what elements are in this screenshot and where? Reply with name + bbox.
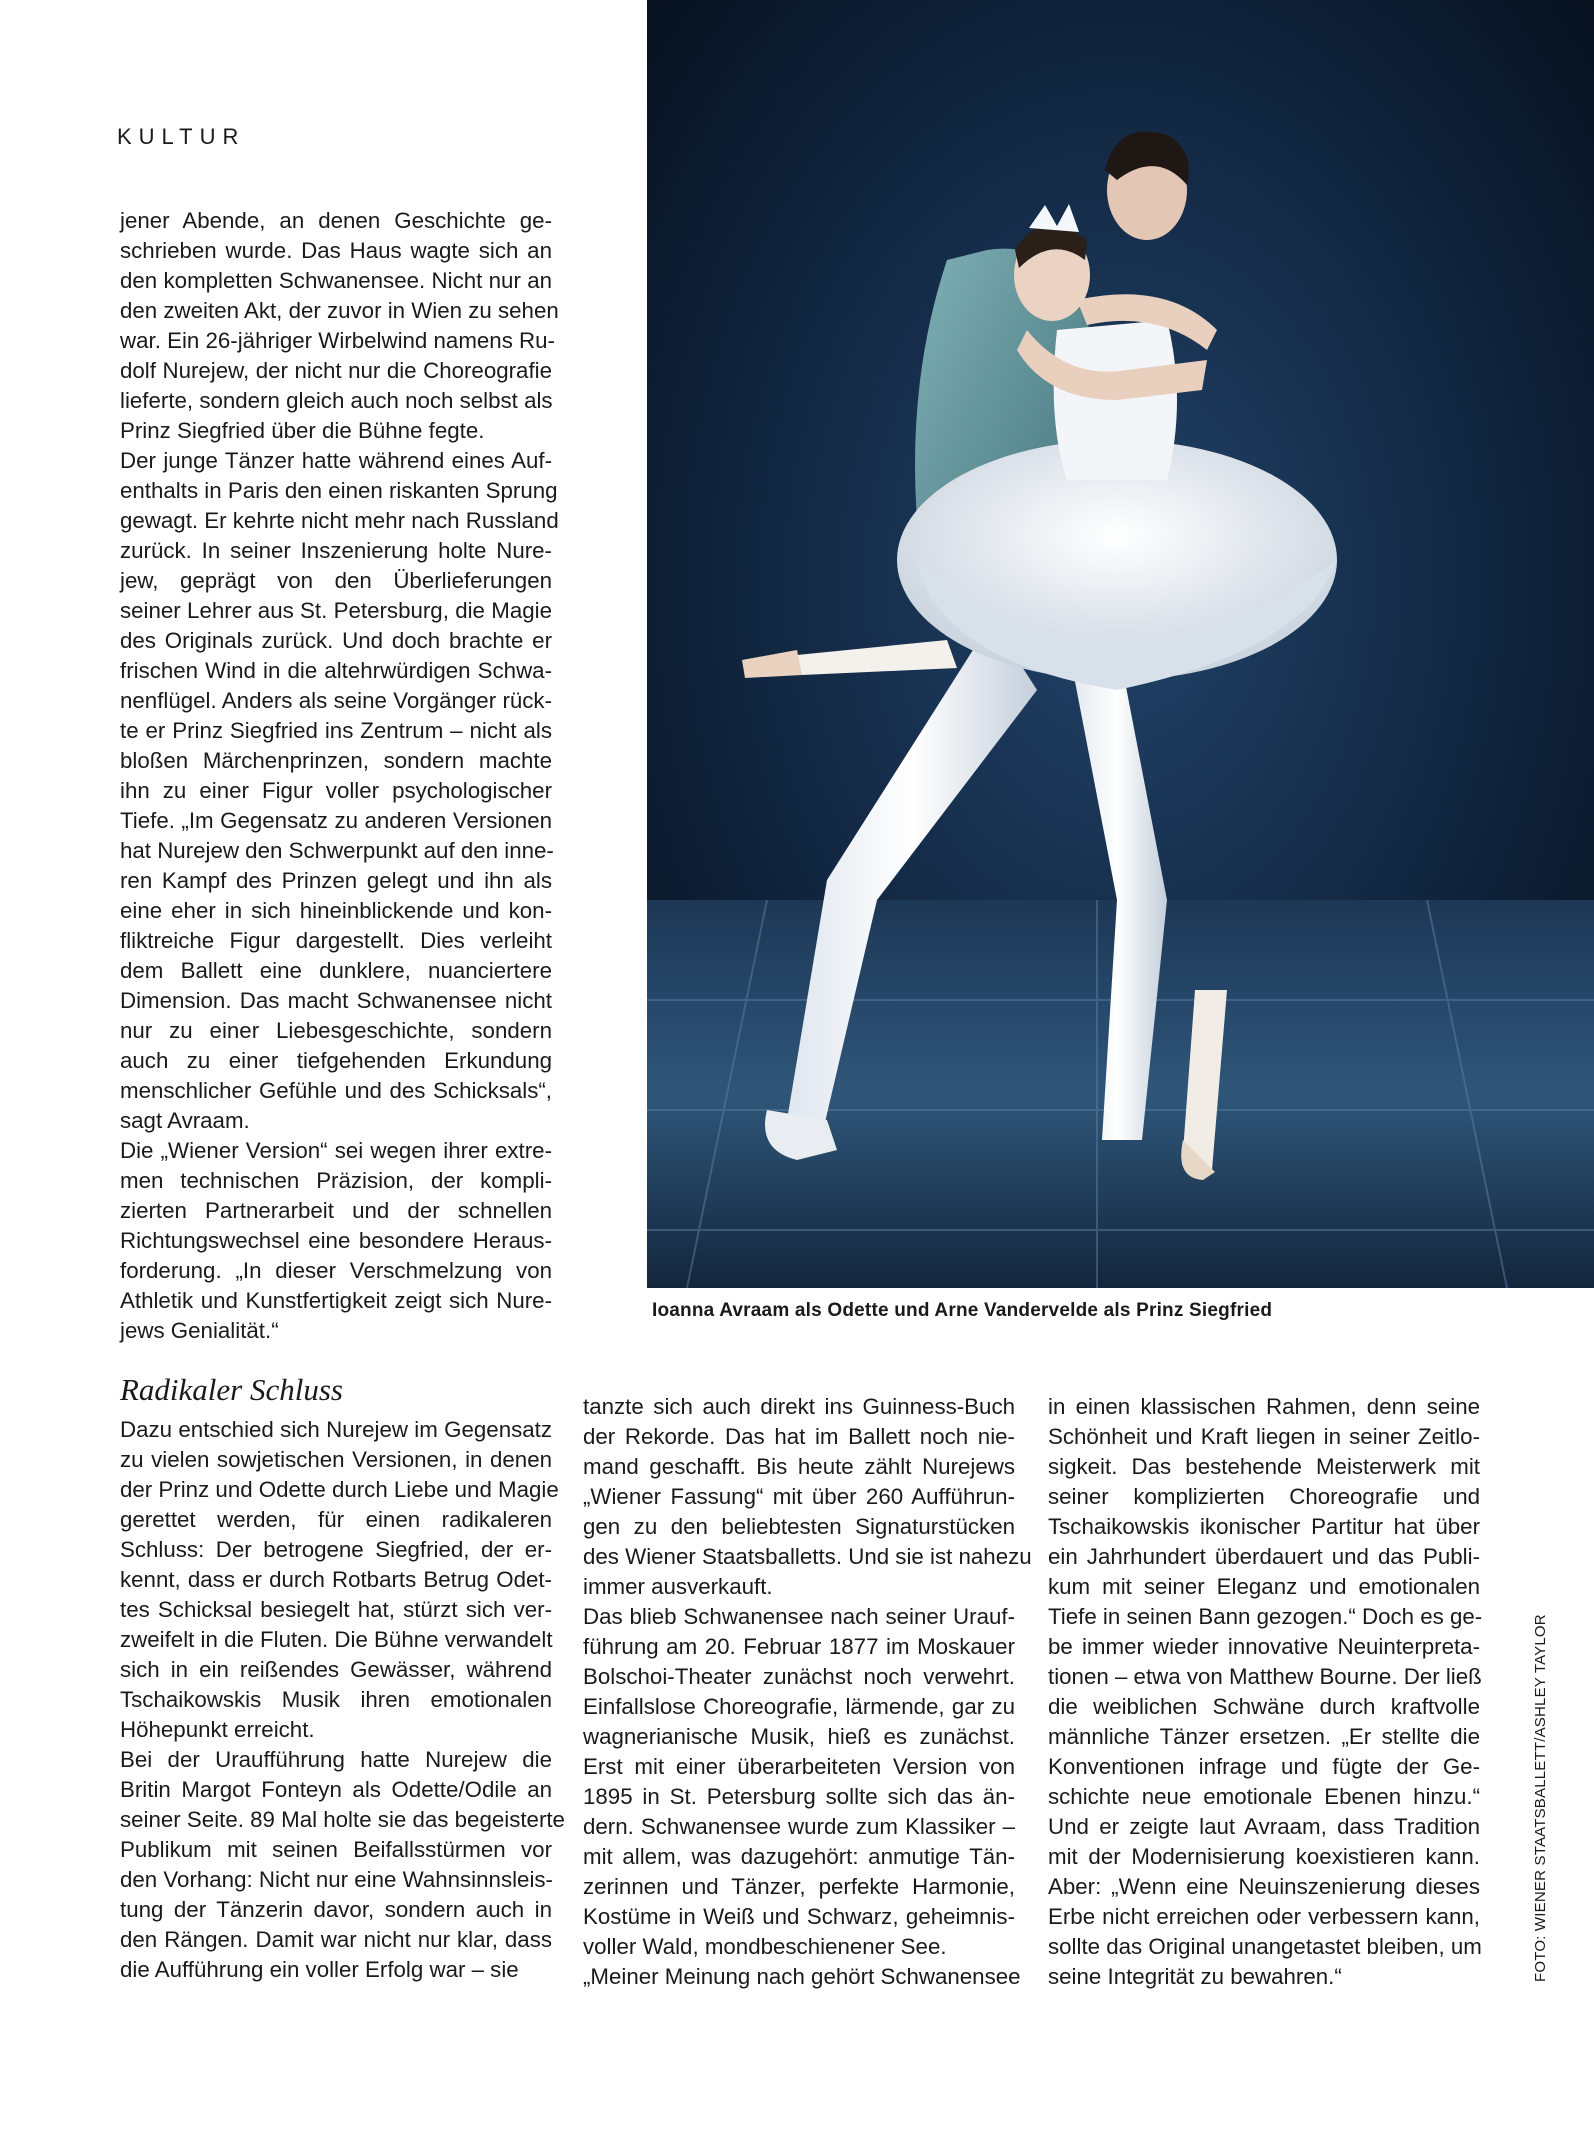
text-line: eine eher in sich hineinblickende und kon- (120, 898, 552, 923)
text-line: dem Ballett eine dunklere, nuanciertere (120, 958, 552, 983)
paragraph (583, 1962, 1021, 1992)
text-line: schichte neue emotionale Ebenen hinzu.“ (1048, 1784, 1480, 1809)
text-line: war. Ein 26-jähriger Wirbelwind namens Ru- (120, 328, 555, 353)
text-line: seine Integrität zu bewahren.“ (1048, 1964, 1342, 1989)
text-line: gen zu den beliebtesten Signaturstücken (583, 1514, 1015, 1539)
article-column-1 (120, 1415, 565, 1985)
text-line: te er Prinz Siegfried ins Zentrum – nicht als (120, 718, 552, 743)
text-line: die weiblichen Schwäne durch kraftvolle (1048, 1694, 1480, 1719)
section-label: KULTUR (117, 124, 246, 149)
text-line: 1895 in St. Petersburg sollte sich das än- (583, 1784, 1015, 1809)
text-line: enthalts in Paris den einen riskanten Sprung (120, 478, 558, 503)
text-line: den Vorhang: Nicht nur eine Wahnsinnsleis- (120, 1867, 553, 1892)
text-line: tes Schicksal besiegelt hat, stürzt sich ver- (120, 1597, 552, 1622)
text-line: tanzte sich auch direkt ins Guinness-Buch (583, 1394, 1015, 1419)
text-line: Aber: „Wenn eine Neuinszenierung dieses (1048, 1874, 1480, 1899)
text-line: Bei der Uraufführung hatte Nurejew die (120, 1747, 552, 1772)
text-line: Kostüme in Weiß und Schwarz, geheimnis- (583, 1904, 1015, 1929)
text-line: bloßen Märchenprinzen, sondern machte (120, 748, 552, 773)
text-line: mand geschafft. Bis heute zählt Nurejews (583, 1454, 1015, 1479)
text-line: seiner Seite. 89 Mal holte sie das begeisterte (120, 1807, 565, 1832)
text-line: Prinz Siegfried über die Bühne fegte. (120, 418, 485, 443)
text-line: den zweiten Akt, der zuvor in Wien zu sehen (120, 298, 559, 323)
text-line: Tschaikowskis Musik ihren emotionalen (120, 1687, 552, 1712)
paragraph (583, 1392, 1032, 1602)
text-line: seiner Lehrer aus St. Petersburg, die Magie (120, 598, 552, 623)
text-line: des Originals zurück. Und doch brachte er (120, 628, 552, 653)
text-line: voller Wald, mondbeschienener See. (583, 1934, 947, 1959)
text-line: Und er zeigte laut Avraam, dass Tradition (1048, 1814, 1480, 1839)
text-line: ren Kampf des Prinzen gelegt und ihn als (120, 868, 552, 893)
text-line: lieferte, sondern gleich auch noch selbst als (120, 388, 553, 413)
text-line: hat Nurejew den Schwerpunkt auf den inne- (120, 838, 554, 863)
text-line: Tiefe in seinen Bann gezogen.“ Doch es ge- (1048, 1604, 1483, 1629)
text-line: kennt, dass er durch Rotbarts Betrug Odet- (120, 1567, 552, 1592)
text-line: führung am 20. Februar 1877 im Moskauer (583, 1634, 1015, 1659)
text-line: Britin Margot Fonteyn als Odette/Odile an (120, 1777, 552, 1802)
text-line: men technischen Präzision, der kompli- (120, 1168, 552, 1193)
text-line: Dimension. Das macht Schwanensee nicht (120, 988, 552, 1013)
paragraph (120, 1415, 559, 1745)
text-line: „Wiener Fassung“ mit über 260 Aufführun- (583, 1484, 1015, 1509)
text-line: jew, geprägt von den Überlieferungen (120, 568, 552, 593)
text-line: fliktreiche Figur dargestellt. Dies verleiht (120, 928, 552, 953)
text-line: zurück. In seiner Inszenierung holte Nure- (120, 538, 552, 563)
text-line: zierten Partnerarbeit und der schnellen (120, 1198, 552, 1223)
text-line: der Rekorde. Das hat im Ballett noch nie- (583, 1424, 1015, 1449)
text-line: den kompletten Schwanensee. Nicht nur an (120, 268, 552, 293)
text-line: forderung. „In dieser Verschmelzung von (120, 1258, 552, 1283)
text-line: Athletik und Kunstfertigkeit zeigt sich Nure- (120, 1288, 552, 1313)
text-line: sollte das Original unangetastet bleiben, um (1048, 1934, 1482, 1959)
text-line: seiner komplizierten Choreografie und (1048, 1484, 1480, 1509)
paragraph (120, 1136, 552, 1346)
text-line: den Rängen. Damit war nicht nur klar, dass (120, 1927, 552, 1952)
text-line: ein Jahrhundert überdauert und das Publi- (1048, 1544, 1480, 1569)
text-line: Tschaikowskis ikonischer Partitur hat über (1048, 1514, 1480, 1539)
text-line: Die „Wiener Version“ sei wegen ihrer extre- (120, 1138, 552, 1163)
text-line: zerinnen und Tänzer, perfekte Harmonie, (583, 1874, 1015, 1899)
text-line: schrieben wurde. Das Haus wagte sich an (120, 238, 552, 263)
text-line: des Wiener Staatsballetts. Und sie ist nahezu (583, 1544, 1032, 1569)
text-line: nur zu einer Liebesgeschichte, sondern (120, 1018, 552, 1043)
ballet-photo (647, 0, 1594, 1288)
text-line: Erst mit einer überarbeiteten Version von (583, 1754, 1015, 1779)
text-line: kum mit seiner Eleganz und emotionalen (1048, 1574, 1480, 1599)
paragraph (120, 1745, 565, 1985)
text-line: be immer wieder innovative Neuinterpreta- (1048, 1634, 1480, 1659)
text-line: die Aufführung ein voller Erfolg war – sie (120, 1957, 519, 1982)
ballet-photo-illustration (647, 0, 1594, 1288)
text-line: immer ausverkauft. (583, 1574, 773, 1599)
text-line: sich in ein reißendes Gewässer, während (120, 1657, 552, 1682)
paragraph (120, 206, 559, 446)
text-line: dolf Nurejew, der nicht nur die Choreografie (120, 358, 552, 383)
text-line: menschlicher Gefühle und des Schicksals“, (120, 1078, 552, 1103)
text-line: Publikum mit seinen Beifallsstürmen vor (120, 1837, 552, 1862)
paragraph (1048, 1392, 1483, 1992)
article-column-intro (120, 206, 559, 1346)
article-column-3 (1048, 1392, 1483, 1992)
text-line: der Prinz und Odette durch Liebe und Magie (120, 1477, 559, 1502)
text-line: tionen – etwa von Matthew Bourne. Der ließ (1048, 1664, 1482, 1689)
photo-caption: Ioanna Avraam als Odette und Arne Vandervelde als Prinz Siegfried (652, 1300, 1273, 1321)
paragraph (120, 446, 559, 1136)
text-line: „Meiner Meinung nach gehört Schwanensee (583, 1964, 1021, 1989)
subheading: Radikaler Schluss (120, 1372, 343, 1407)
text-line: in einen klassischen Rahmen, denn seine (1048, 1394, 1480, 1419)
text-line: Schönheit und Kraft liegen in seiner Zeitlo- (1048, 1424, 1480, 1449)
text-line: Konventionen infrage und fügte der Ge- (1048, 1754, 1480, 1779)
text-line: frischen Wind in die altehrwürdigen Schwa- (120, 658, 552, 683)
text-line: gewagt. Er kehrte nicht mehr nach Russland (120, 508, 559, 533)
text-line: Bolschoi-Theater zunächst noch verwehrt. (583, 1664, 1015, 1689)
text-line: nenflügel. Anders als seine Vorgänger rück- (120, 688, 552, 713)
text-line: tung der Tänzerin davor, sondern auch in (120, 1897, 552, 1922)
text-line: zweifelt in die Fluten. Die Bühne verwandelt (120, 1627, 553, 1652)
text-line: Schluss: Der betrogene Siegfried, der er- (120, 1537, 552, 1562)
text-line: wagnerianische Musik, hieß es zunächst. (583, 1724, 1015, 1749)
text-line: Tiefe. „Im Gegensatz zu anderen Versionen (120, 808, 552, 833)
text-line: sigkeit. Das bestehende Meisterwerk mit (1048, 1454, 1480, 1479)
text-line: auch zu einer tiefgehenden Erkundung (120, 1048, 552, 1073)
text-line: dern. Schwanensee wurde zum Klassiker – (583, 1814, 1015, 1839)
paragraph (583, 1602, 1015, 1962)
text-line: gerettet werden, für einen radikaleren (120, 1507, 552, 1532)
text-line: Einfallslose Choreografie, lärmende, gar zu (583, 1694, 1015, 1719)
text-line: Höhepunkt erreicht. (120, 1717, 315, 1742)
text-line: mit allem, was dazugehört: anmutige Tän- (583, 1844, 1015, 1869)
text-line: sagt Avraam. (120, 1108, 250, 1133)
text-line: ihn zu einer Figur voller psychologischer (120, 778, 552, 803)
article-column-2 (583, 1392, 1032, 1992)
text-line: mit der Modernisierung koexistieren kann. (1048, 1844, 1480, 1869)
text-line: Erbe nicht erreichen oder verbessern kann, (1048, 1904, 1480, 1929)
text-line: Der junge Tänzer hatte während eines Auf- (120, 448, 552, 473)
text-line: zu vielen sowjetischen Versionen, in denen (120, 1447, 552, 1472)
text-line: männliche Tänzer ersetzen. „Er stellte die (1048, 1724, 1480, 1749)
text-line: jews Genialität.“ (120, 1318, 279, 1343)
text-line: Dazu entschied sich Nurejew im Gegensatz (120, 1417, 552, 1442)
text-line: Richtungswechsel eine besondere Heraus- (120, 1228, 552, 1253)
text-line: jener Abende, an denen Geschichte ge- (120, 208, 552, 233)
photo-credit: FOTO: WIENER STAATSBALLETT/ASHLEY TAYLOR (1532, 1614, 1549, 1982)
text-line: Das blieb Schwanensee nach seiner Urauf- (583, 1604, 1015, 1629)
